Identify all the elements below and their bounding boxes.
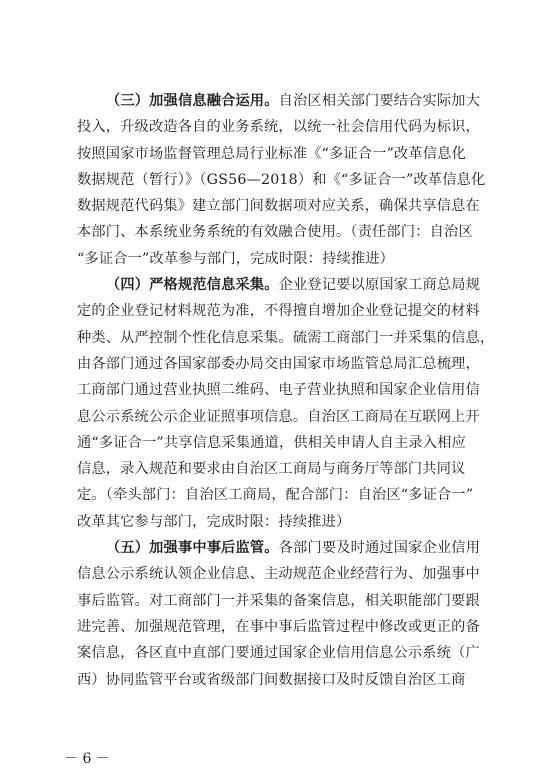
paragraph-line: 按照国家市场监督管理总局行业标准《“多证合一”改革信息化 bbox=[77, 145, 466, 162]
paragraph-line: 案信息，各区直中直部门要通过国家企业信用信息公示系统（广 bbox=[77, 645, 480, 662]
paragraph-line: 通“多证合一”共享信息采集通道，供相关申请人自主录入相应 bbox=[77, 434, 466, 451]
section-heading: （三）加强信息融合运用。 bbox=[106, 93, 279, 109]
paragraph-line: 本部门、本系统业务系统的有效融合使用。（责任部门：自治区 bbox=[77, 224, 473, 241]
paragraph-supervision bbox=[77, 535, 499, 693]
paragraph-text: 企业登记要以原国家工商总局规 bbox=[278, 277, 481, 294]
paragraph-line: 定。（牵头部门：自治区工商局，配合部门：自治区“多证合一” bbox=[77, 487, 474, 504]
section-heading: （五）加强事中事后监管。 bbox=[106, 540, 279, 557]
paragraph-line: 息公示系统公示企业证照事项信息。自治区工商局在互联网上开 bbox=[77, 408, 480, 425]
paragraph-information-collection bbox=[77, 272, 499, 535]
paragraph-line: 定的企业登记材料规范为准，不得擅自增加企业登记提交的材料 bbox=[77, 303, 480, 320]
paragraph-line: 信息公示系统认领企业信息、主动规范企业经营行为、加强事中 bbox=[77, 566, 480, 583]
paragraph-information-integration bbox=[77, 88, 499, 272]
paragraph-line: 由各部门通过各国家部委办局交由国家市场监管总局汇总梳理， bbox=[77, 355, 480, 372]
paragraph-line: 种类、从严控制个性化信息采集。硫需工商部门一并采集的信息， bbox=[77, 329, 495, 346]
paragraph-line: 进完善、加强规范管理，在事中事后监管过程中修改或更正的备 bbox=[77, 618, 480, 635]
paragraph-text: 各部门要及时通过国家企业信用 bbox=[278, 540, 481, 557]
paragraph-line: 工商部门通过营业执照二维码、电子营业执照和国家企业信用信 bbox=[77, 382, 480, 399]
page-number: － 6 － bbox=[64, 751, 110, 767]
paragraph-line: 信息，录入规范和要求由自治区工商局与商务厅等部门共同议 bbox=[77, 461, 466, 478]
paragraph-line: 数据规范（暂行）》（GS56—2018）和《“多证合一”改革信息化 bbox=[77, 171, 486, 188]
section-heading: （四）严格规范信息采集。 bbox=[106, 277, 279, 294]
paragraph-text: 自治区相关部门要结合实际加大 bbox=[278, 93, 481, 109]
paragraph-line: 投入，升级改造各自的业务系统，以统一社会信用代码为标识， bbox=[77, 119, 480, 136]
paragraph-line: 西）协同监管平台或省级部门间数据接口及时反馈自治区工商 bbox=[77, 671, 466, 688]
paragraph-line: 数据规范代码集》建立部门间数据项对应关系，确保共享信息在 bbox=[77, 198, 480, 215]
document-body bbox=[77, 88, 499, 693]
paragraph-line: 事后监管。对工商部门一并采集的备案信息，相关职能部门要跟 bbox=[77, 592, 480, 609]
paragraph-first-line bbox=[77, 535, 499, 561]
paragraph-first-line bbox=[77, 272, 499, 298]
paragraph-line: 改革其它参与部门，完成时限：持续推进） bbox=[77, 513, 351, 530]
paragraph-first-line bbox=[77, 88, 499, 114]
paragraph-line: “多证合一”改革参与部门，完成时限：持续推进） bbox=[77, 250, 395, 267]
